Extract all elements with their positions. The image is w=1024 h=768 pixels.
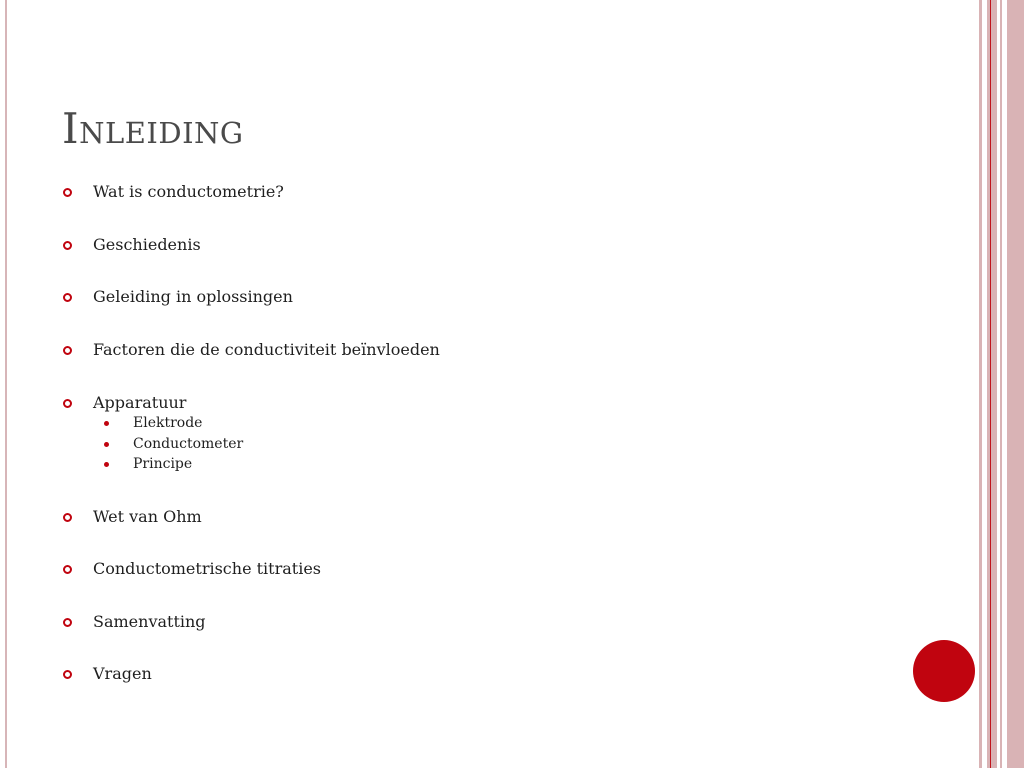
sub-list-item <box>104 455 192 473</box>
list-item <box>62 559 321 579</box>
left-border-line <box>5 0 7 768</box>
bullet-dot-icon <box>104 442 109 447</box>
list-item <box>62 507 202 527</box>
bullet-ring-icon <box>63 188 72 197</box>
sub-list-item <box>104 435 243 453</box>
bullet-ring-icon <box>63 565 72 574</box>
bullet-dot-icon <box>104 421 109 426</box>
bullet-dot-icon <box>104 462 109 467</box>
bullet-ring-icon <box>63 670 72 679</box>
bullet-ring-icon <box>63 399 72 408</box>
bullet-ring-icon <box>63 513 72 522</box>
sub-list-item-label: Principe <box>133 456 193 472</box>
list-item <box>62 612 206 632</box>
bullet-ring-icon <box>63 241 72 250</box>
bullet-ring-icon <box>63 293 72 302</box>
list-item-label: Wat is conductometrie? <box>93 182 284 201</box>
list-item-label: Samenvatting <box>93 612 206 631</box>
list-item <box>62 182 284 202</box>
list-item-label: Conductometrische titraties <box>93 559 322 578</box>
sub-list-item-label: Conductometer <box>133 436 244 452</box>
bullet-ring-icon <box>63 346 72 355</box>
red-circle-decoration <box>913 640 975 702</box>
decorative-stripe <box>1007 0 1024 768</box>
list-item <box>62 287 293 307</box>
list-item-label: Geschiedenis <box>93 235 201 254</box>
list-item <box>62 393 186 413</box>
list-item <box>62 664 152 684</box>
sub-list-item-label: Elektrode <box>133 415 203 431</box>
list-item <box>62 340 440 360</box>
bullet-ring-icon <box>63 618 72 627</box>
slide-title: Inleiding <box>62 104 244 153</box>
list-item-label: Wet van Ohm <box>93 507 202 526</box>
list-item-label: Apparatuur <box>93 393 187 412</box>
sub-list-item <box>104 414 202 432</box>
list-item-label: Vragen <box>93 664 152 683</box>
list-item-label: Factoren die de conductiviteit beïnvloeden <box>93 340 440 359</box>
list-item <box>62 235 201 255</box>
list-item-label: Geleiding in oplossingen <box>93 287 293 306</box>
